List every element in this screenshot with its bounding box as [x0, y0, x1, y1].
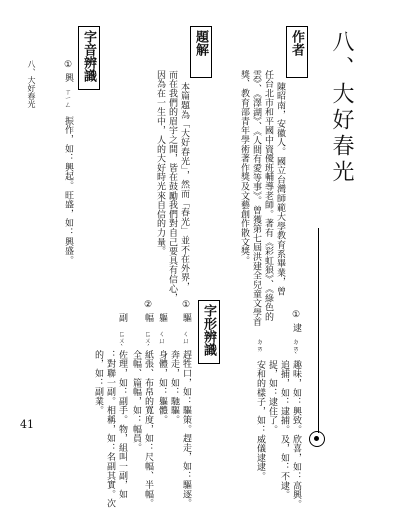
author-heading-text: 作者	[289, 30, 304, 56]
page-number: 41	[20, 418, 34, 431]
form-item-definition: 紙張、布帛的寬度，如：尺幅、半幅。	[143, 350, 153, 509]
sound-item-char: 興	[63, 73, 73, 83]
author-line: 任台北市和平國中資優班輔導老師。著有《彩虹狼》、《綠色的	[263, 70, 273, 322]
form-item-definition: 追捕，如：逮捕。及，如：不逮。	[279, 360, 289, 500]
form-item-definition: 全幅、篇幅，如：幅員。	[131, 350, 141, 453]
form-item-reading: ㄉㄞ	[256, 338, 264, 352]
sound-heading-text: 字音辨識	[81, 30, 96, 82]
form-item-reading: ㄉㄞˋ	[292, 338, 300, 360]
form-item-char: 副	[117, 313, 127, 323]
form-item-char: 驅	[181, 313, 191, 323]
form-item-definition: 佐理，如：副手。物，組叫一副，如	[117, 350, 127, 499]
form-item-char: 逮	[291, 323, 301, 333]
form-heading-text: 字形辨識	[201, 304, 216, 356]
form-item-definition: 奔走，如：馳驅。	[169, 350, 179, 425]
chapter-title: 八、大好春光	[329, 30, 354, 186]
theme-line: 而在我們的眉宇之間，皆在鼓勵我們對自己要具有信心，	[167, 70, 177, 303]
form-item-definition: 的，如：副業。	[93, 350, 103, 416]
form-item-definition: ：對聯一副。相稱，如：名副其實。次	[105, 350, 115, 509]
form-item-reading: ㄈㄨˋ	[118, 330, 126, 352]
form-item-char: 幅	[143, 313, 153, 323]
bullet-circle-icon	[309, 431, 325, 447]
section-heading-author	[286, 26, 308, 78]
form-item-definition: 趕牲口，如：驅策。趕走，如：驅逐。	[181, 350, 191, 509]
form-item-definition: 身體，如：軀體。	[157, 350, 167, 425]
sound-item-reading: ㄒㄧㄥ	[64, 88, 72, 108]
theme-heading-text: 題解	[193, 30, 208, 56]
form-item-number: ①	[181, 300, 191, 311]
form-item-char: 軀	[157, 313, 167, 323]
author-line: 獎、教育部青年學術著作獎及文藝創作散文獎。	[239, 70, 249, 266]
form-item-reading: ㄈㄨˊ	[144, 330, 152, 352]
sound-item-definition: 振作，如：興起。旺盛，如：興盛。	[63, 116, 73, 265]
form-item-reading: ㄑㄩ	[158, 330, 166, 344]
form-item-definition: 趣味，如：興致。欣喜，如：高興。	[291, 360, 301, 509]
form-item-number: ②	[143, 300, 153, 311]
theme-line: 本篇題為「大好春光」，然而「春光」並不在外界，	[179, 82, 189, 292]
form-item-reading: ㄑㄩ	[182, 330, 190, 344]
author-line: 雲》、《澤湖》、《人間有愛等事》。曾獲第七屆洪建全兒童文學首	[251, 70, 261, 327]
section-heading-form	[198, 300, 220, 364]
section-heading-sound	[78, 26, 100, 90]
running-head: 八、大好春光	[27, 60, 36, 108]
author-line: 陳昭南，安徽人。國立台灣師範大學教育系畢業，曾	[275, 82, 285, 296]
section-heading-theme	[190, 26, 212, 78]
vertical-rule	[318, 228, 319, 433]
sound-item-number: ①	[63, 60, 73, 71]
form-item-definition: 安和的樣子，如：威儀逮逮。	[255, 360, 265, 481]
form-item-number: ①	[291, 310, 301, 321]
theme-line: 因為在一生中，人的大好時光來自信的力量。	[155, 70, 165, 256]
form-item-definition: 捉，如：逮住了。	[267, 360, 277, 435]
